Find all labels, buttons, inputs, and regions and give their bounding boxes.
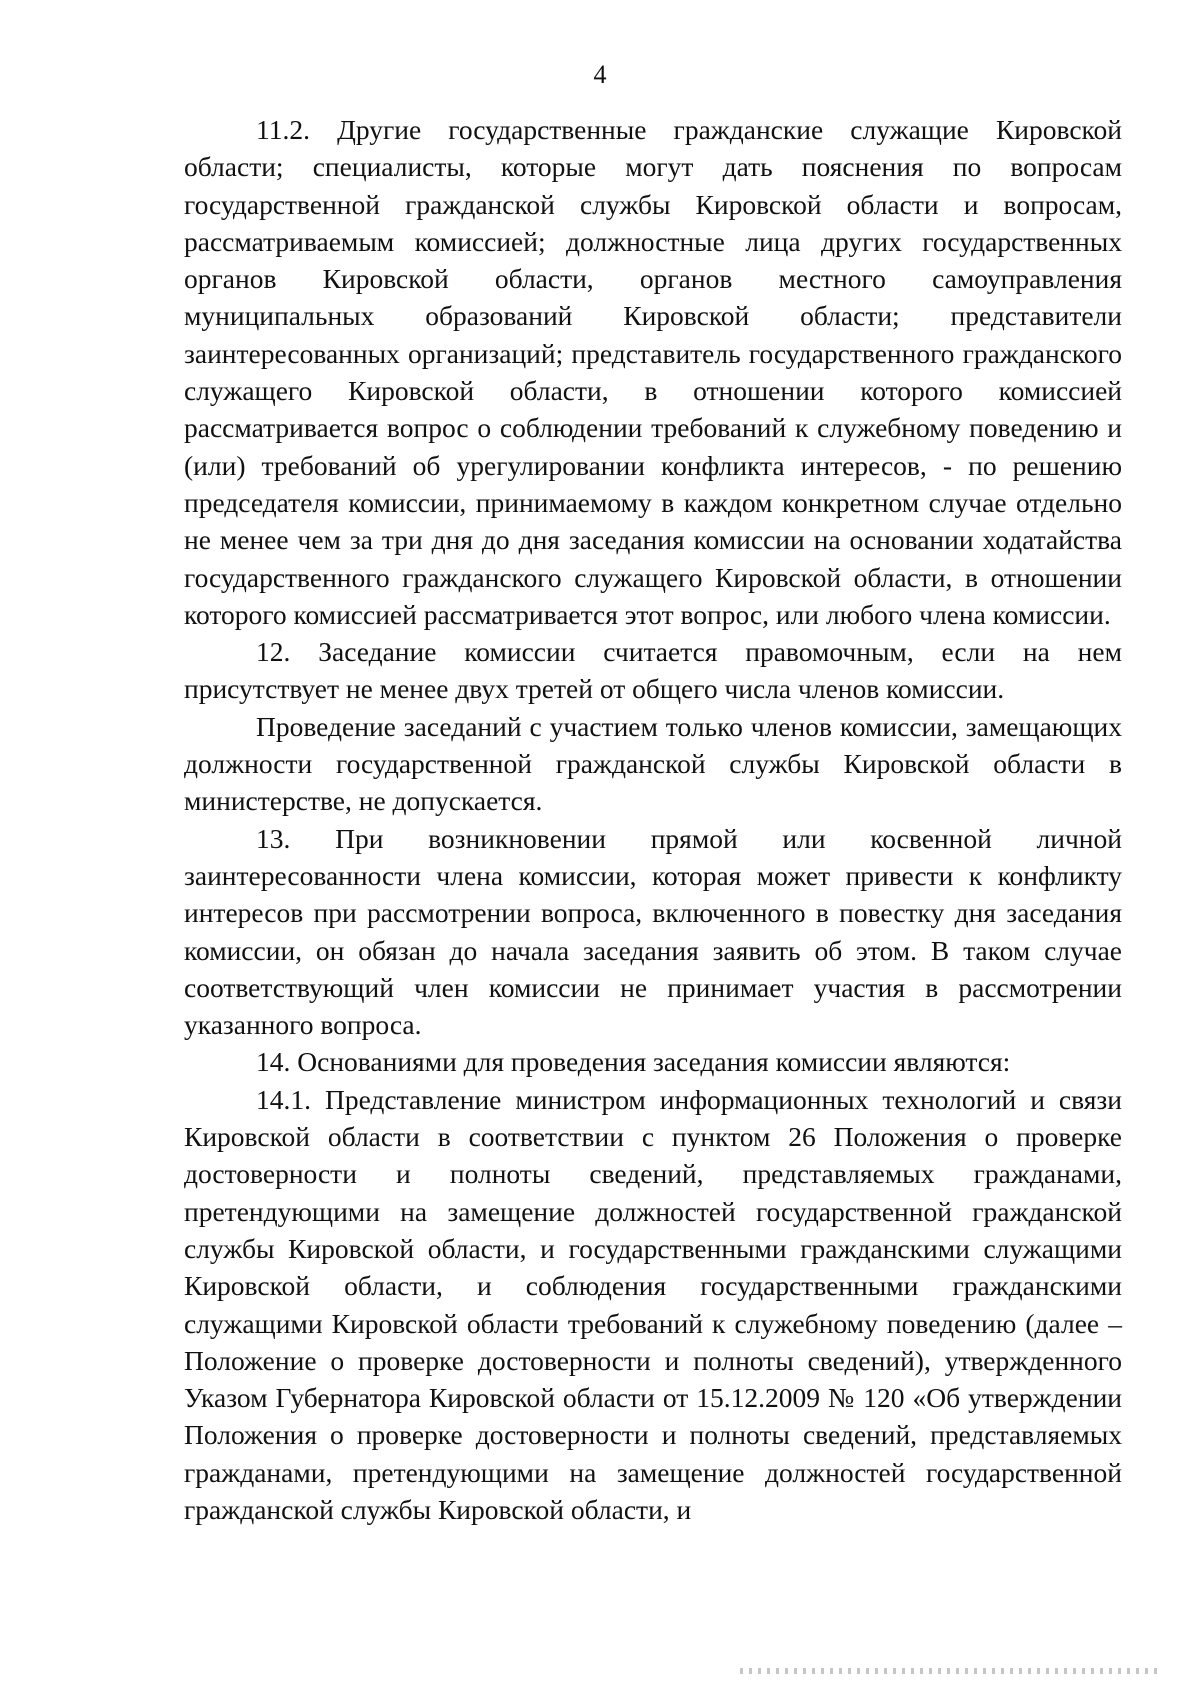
paragraph-14-1: 14.1. Представление министром информационных технологий и связи Кировской области в соответствии с пунктом 26 Положения о проверке достоверности и полноты сведений, представляемых гражданами, претендующими на замещение должностей государственной гражданской службы Кировской области, и государственными гражданскими служащими Кировской области, и соблюдения государственными гражданскими служащими Кировской области требований к служебному поведению (далее – Положение о проверке достоверности и полноты сведений), утвержденного Указом Губернатора Кировской области от 15.12.2009 № 120 «Об утверждении Положения о проверке достоверности и полноты сведений, представляемых гражданами, претендующими на замещение должностей государственной гражданской службы Кировской области, и [184,1083,1122,1525]
paragraph-12-continued: Проведение заседаний с участием только членов комиссии, замещающих должности государственной гражданской службы Кировской области в министерстве, не допускается. [184,710,1122,817]
paragraph-13: 13. При возникновении прямой или косвенной личной заинтересованности члена комиссии, которая может привести к конфликту интересов при рассмотрении вопроса, включенного в повестку дня заседания комиссии, он обязан до начала заседания заявить об этом. В таком случае соответствующий член комиссии не принимает участия в рассмотрении указанного вопроса. [184,822,1122,1041]
page-number: 4 [593,60,607,89]
scan-artifact [740,1668,1160,1674]
paragraph-12: 12. Заседание комиссии считается правомочным, если на нем присутствует не менее двух третей от общего числа членов комиссии. [184,636,1122,705]
paragraph-14: 14. Основаниями для проведения заседания комиссии являются: [256,1046,1011,1078]
document-body [184,111,1122,1528]
paragraph-11-2: 11.2. Другие государственные гражданские служащие Кировской области; специалисты, которые могут дать пояснения по вопросам государственной гражданской службы Кировской области и вопросам, рассматриваемым комиссией; должностные лица других государственных органов Кировской области, органов местного самоуправления муниципальных образований Кировской области; представители заинтересованных организаций; представитель государственного гражданского служащего Кировской области, в отношении которого комиссией рассматривается вопрос о соблюдении требований к служебному поведению и (или) требований об урегулировании конфликта интересов, - по решению председателя комиссии, принимаемому в каждом конкретном случае отдельно не менее чем за три дня до дня заседания комиссии на основании ходатайства государственного гражданского служащего Кировской области, в отношении которого комиссией рассматривается этот вопрос, или любого члена комиссии. [184,114,1122,630]
